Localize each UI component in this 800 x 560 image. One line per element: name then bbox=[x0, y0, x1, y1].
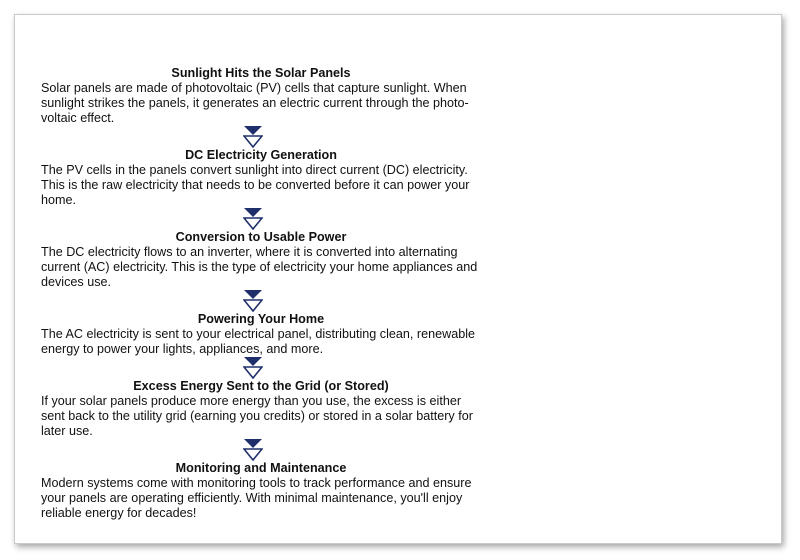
step-title: Powering Your Home bbox=[197, 312, 325, 326]
step-dc-generation bbox=[41, 148, 481, 208]
down-arrow-icon bbox=[243, 439, 263, 461]
down-arrow-icon bbox=[243, 126, 263, 148]
step-title: DC Electricity Generation bbox=[185, 148, 337, 162]
step-excess-energy bbox=[41, 379, 481, 439]
flow-arrow bbox=[41, 290, 481, 312]
step-description: The PV cells in the panels convert sunlight into direct current (DC) electricity. This is the raw electricity that needs to be converted before it can power your home. bbox=[41, 163, 470, 207]
step-title: Monitoring and Maintenance bbox=[175, 461, 347, 475]
flow-arrow bbox=[41, 357, 481, 379]
step-description: The AC electricity is sent to your electrical panel, distributing clean, renewable energy to power your lights, appliances, and more. bbox=[41, 327, 475, 356]
flow-arrow bbox=[41, 439, 481, 461]
step-title: Conversion to Usable Power bbox=[175, 230, 347, 244]
down-arrow-icon bbox=[243, 357, 263, 379]
step-powering-home bbox=[41, 312, 481, 357]
step-monitoring bbox=[41, 461, 481, 521]
step-description: Modern systems come with monitoring tools to track performance and ensure your panels are operating efficiently. With minimal maintenance, you'll enjoy reliable energy for decades! bbox=[41, 476, 472, 520]
process-flow bbox=[41, 66, 481, 521]
step-description: If your solar panels produce more energy than you use, the excess is either sent back to the utility grid (earning you credits) or stored in a solar battery for later use. bbox=[41, 394, 473, 438]
down-arrow-icon bbox=[243, 290, 263, 312]
step-description: Solar panels are made of photovoltaic (PV) cells that capture sunlight. When sunlight strikes the panels, it generates an electric current through the photo-voltaic effect. bbox=[41, 81, 469, 125]
flow-arrow bbox=[41, 208, 481, 230]
step-sunlight bbox=[41, 66, 481, 126]
step-conversion bbox=[41, 230, 481, 290]
step-title: Sunlight Hits the Solar Panels bbox=[171, 66, 351, 80]
down-arrow-icon bbox=[243, 208, 263, 230]
flow-arrow bbox=[41, 126, 481, 148]
step-title: Excess Energy Sent to the Grid (or Stored) bbox=[133, 379, 389, 393]
step-description: The DC electricity flows to an inverter, where it is converted into alternating current (AC) electricity. This is the type of electricity your home appliances and devices use. bbox=[41, 245, 478, 289]
